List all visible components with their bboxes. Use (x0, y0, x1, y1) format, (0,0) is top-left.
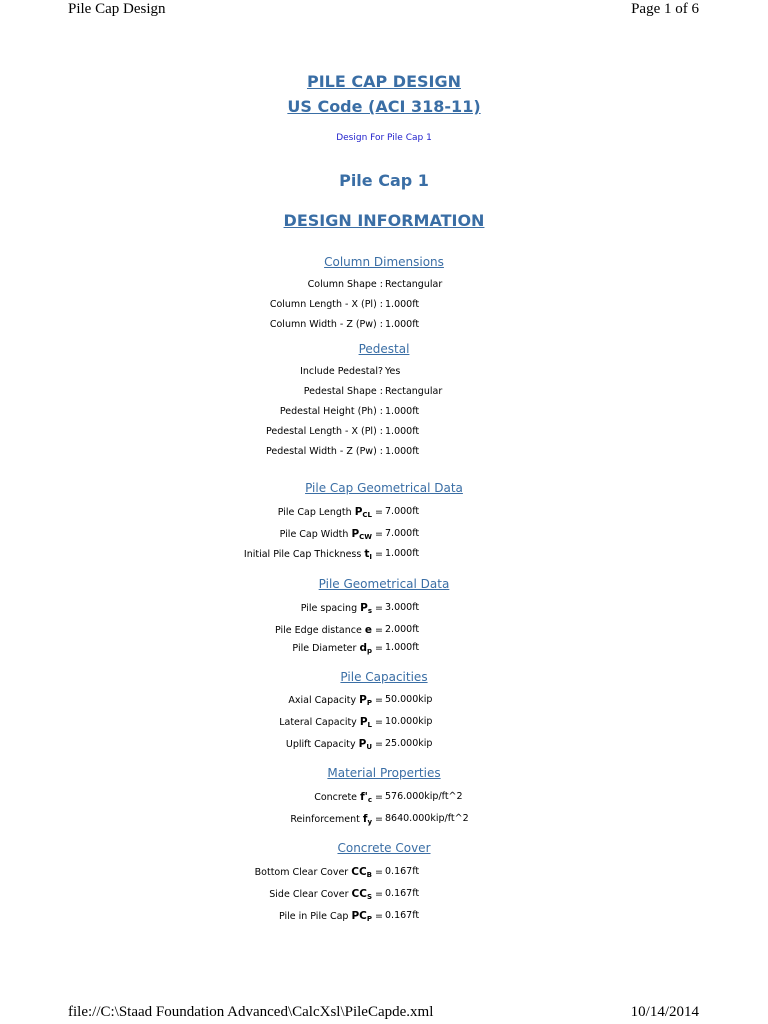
design-information-heading: DESIGN INFORMATION (283, 211, 485, 230)
date-footer: 10/14/2014 (630, 1004, 699, 1020)
capacity-row: Axial Capacity $P_P$ = 50.000kip (288, 694, 433, 707)
material-row: Reinforcement $f_y$ = 8640.000kip/ft^2 (290, 813, 469, 826)
cover-row: Side Clear Cover $CC_S$ = 0.167ft (269, 888, 420, 901)
column-row: Column Width - Z (Pw) : 1.000ft (269, 319, 420, 330)
page-header-title: Pile Cap Design (68, 1, 166, 17)
column-row: Column Shape : Rectangular (307, 279, 443, 290)
pile-cap-name: Pile Cap 1 (339, 171, 429, 190)
design-for-label: Design For Pile Cap 1 (336, 133, 432, 143)
section-heading-pedestal: Pedestal (358, 342, 410, 356)
cover-row: Bottom Clear Cover $CC_B$ = 0.167ft (254, 866, 420, 879)
capacity-row: Uplift Capacity $P_U$ = 25.000kip (285, 738, 433, 751)
file-path-footer: file://C:\Staad Foundation Advanced\CalcXsl\PileCapde.xml (68, 1004, 434, 1020)
pedestal-row: Pedestal Height (Ph) : 1.000ft (279, 406, 420, 417)
section-heading-pilecap-geometry: Pile Cap Geometrical Data (305, 481, 463, 495)
code-title: US Code (ACI 318-11) (287, 97, 481, 116)
pedestal-row: Pedestal Length - X (Pl) : 1.000ft (265, 426, 420, 437)
section-heading-capacities: Pile Capacities (340, 670, 428, 684)
pilecap-geometry-row: Pile Cap Width $P_{CW}$ = 7.000ft (279, 528, 420, 541)
cover-row: Pile in Pile Cap $PC_P$ = 0.167ft (278, 910, 420, 923)
page-number: Page 1 of 6 (631, 1, 699, 17)
pile-geometry-row: Pile spacing $P_s$ = 3.000ft (300, 602, 420, 615)
material-row: Concrete $f'_c$ = 576.000kip/ft^2 (314, 791, 463, 804)
section-heading-material: Material Properties (327, 766, 441, 780)
pedestal-row: Pedestal Shape : Rectangular (303, 386, 443, 397)
pile-geometry-row: Pile Diameter $d_p$ = 1.000ft (292, 642, 420, 655)
pilecap-geometry-row: Pile Cap Length $P_{CL}$ = 7.000ft (277, 506, 420, 519)
pile-geometry-row: Pile Edge distance e = 2.000ft (275, 624, 420, 636)
pedestal-row: Pedestal Width - Z (Pw) : 1.000ft (266, 446, 420, 457)
section-heading-pile-geometry: Pile Geometrical Data (318, 577, 450, 591)
section-heading-cover: Concrete Cover (337, 841, 431, 855)
section-heading-column: Column Dimensions (324, 255, 444, 269)
column-row: Column Length - X (Pl) : 1.000ft (269, 299, 420, 310)
pedestal-row: Include Pedestal? Yes (300, 366, 401, 377)
capacity-row: Lateral Capacity $P_L$ = 10.000kip (279, 716, 433, 729)
report-title: PILE CAP DESIGN (306, 72, 461, 91)
pilecap-geometry-row: Initial Pile Cap Thickness $t_I$ = 1.000ft (243, 548, 420, 561)
